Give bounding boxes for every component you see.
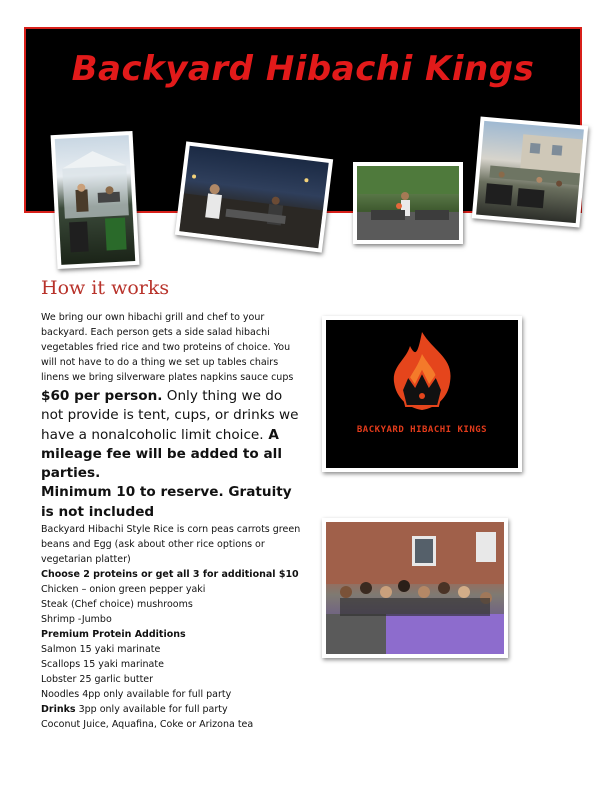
mileage-note: A mileage fee will be added to all parties. — [41, 426, 282, 482]
photo-grill-setup — [353, 162, 463, 244]
photo-group-party — [322, 518, 508, 658]
logo-text: BACKYARD HIBACHI KINGS — [356, 425, 488, 435]
premium-heading: Premium Protein Additions — [41, 629, 186, 641]
description-body — [41, 310, 306, 732]
photo-tent-party — [51, 131, 140, 269]
pricing-paragraph — [41, 387, 306, 483]
premium-item-scallops: Scallops 15 yaki marinate — [41, 659, 164, 671]
section-heading: How it works — [41, 277, 170, 299]
premium-item-noodles: Noodles 4pp only available for full party — [41, 689, 232, 701]
premium-item-lobster: Lobster 25 garlic butter — [41, 674, 154, 686]
price-note: Only thing we do not provide is tent, cups, or drinks we have a nonalcoholic limit choice. — [41, 388, 299, 443]
photo-house-party — [472, 116, 588, 227]
drinks-label: Drinks — [41, 704, 76, 716]
protein-item-steak: Steak (Chef choice) mushrooms — [41, 599, 193, 611]
drinks-line — [41, 702, 306, 717]
intro-paragraph: We bring our own hibachi grill and chef to your backyard. Each person gets a side salad hibachi vegetables fried rice and two proteins of choice. You will not have to do a thing we set up tables chairs linens we bring silverware plates napkins sauce cups — [41, 312, 294, 383]
drinks-list: Coconut Juice, Aquafina, Coke or Arizona tea — [41, 719, 254, 731]
premium-item-salmon: Salmon 15 yaki marinate — [41, 644, 161, 656]
protein-item-shrimp: Shrimp -Jumbo — [41, 614, 112, 626]
flame-crown-icon — [326, 324, 518, 424]
photo-night-cooking — [175, 141, 333, 252]
protein-item-chicken: Chicken – onion green pepper yaki — [41, 584, 206, 596]
banner-title: Backyard Hibachi Kings — [71, 49, 535, 89]
minimum-note: Minimum 10 to reserve. Gratuity is not included — [41, 484, 292, 520]
drinks-price: 3pp only available for full party — [75, 704, 228, 716]
rice-description: Backyard Hibachi Style Rice is corn peas carrots green beans and Egg (ask about other rice options or vegetarian platter) — [41, 524, 301, 566]
price-text: $60 per person. — [41, 388, 163, 404]
proteins-heading: Choose 2 proteins or get all 3 for additional $10 — [41, 569, 299, 581]
logo-image — [322, 316, 522, 472]
